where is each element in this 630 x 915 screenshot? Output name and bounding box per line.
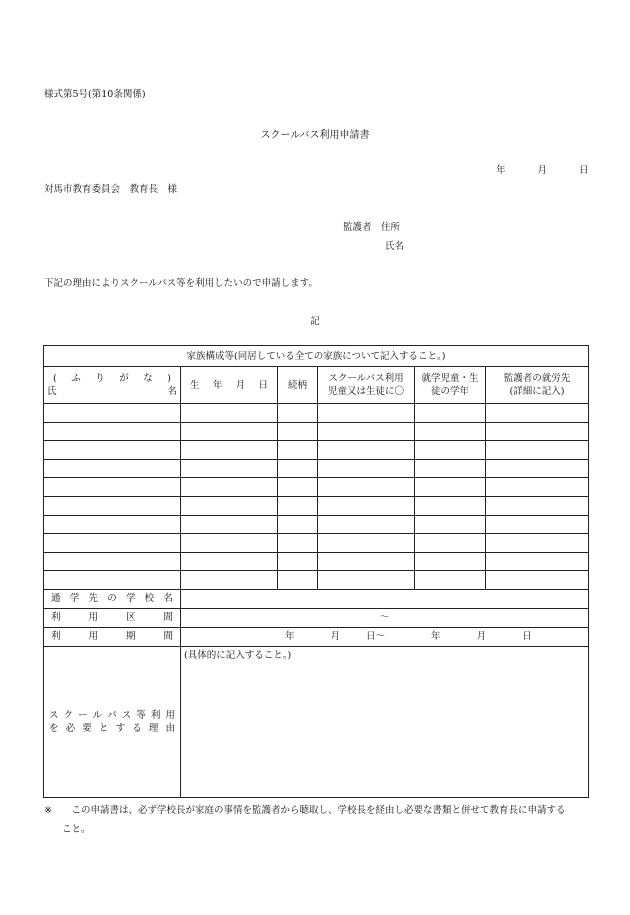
family-cell[interactable] [415,404,486,423]
label-char: バ [107,709,117,721]
family-cell[interactable] [181,422,278,441]
label-char: 学 [125,593,136,605]
guardian-name-label: 氏名 [385,241,405,252]
family-cell[interactable] [486,441,589,460]
family-row [44,459,589,478]
family-cell[interactable] [278,552,318,571]
birthdate-header [181,367,278,404]
reason-note: (具体的に記入すること。) [184,649,292,661]
family-cell[interactable] [486,571,589,590]
family-cell[interactable] [486,515,589,534]
family-cell[interactable] [415,478,486,497]
family-cell[interactable] [181,478,278,497]
label-char: ( [53,373,57,384]
ki-heading: 記 [310,316,320,327]
label-char: 用 [88,631,98,643]
family-row [44,478,589,497]
family-cell[interactable] [415,496,486,515]
label-char: 利 [150,709,161,721]
family-cell[interactable] [44,534,181,553]
furigana-label [47,372,177,385]
label-char: 区 [125,612,136,624]
family-cell[interactable] [44,422,181,441]
family-header: 家族構成等(同居している全ての家族について記入すること。) [44,346,589,367]
label-char: 間 [163,612,173,624]
label-char: ル [92,709,103,721]
label-char: ス [49,709,59,721]
family-row [44,404,589,423]
family-cell[interactable] [44,515,181,534]
label-char: ス [121,709,132,721]
period-start-year: 年 [285,631,295,643]
label-char: 利 [51,631,61,643]
family-cell[interactable] [318,496,415,515]
family-row [44,496,589,515]
label-char: ふ [71,373,81,384]
family-cell[interactable] [318,404,415,423]
school-name-label [44,589,181,608]
family-cell[interactable] [181,459,278,478]
family-cell[interactable] [44,441,181,460]
family-cell[interactable] [44,496,181,515]
label-char: 要 [82,722,92,734]
family-cell[interactable] [318,422,415,441]
family-cell[interactable] [318,478,415,497]
family-cell[interactable] [181,496,278,515]
family-row [44,422,589,441]
name-label [47,385,177,398]
family-cell[interactable] [278,459,318,478]
family-cell[interactable] [318,552,415,571]
label-char: 氏 [47,386,57,397]
label-char: 通 [51,593,61,605]
family-cell[interactable] [486,534,589,553]
family-row [44,534,589,553]
label-char: 学 [69,593,80,605]
family-cell[interactable] [486,422,589,441]
family-cell[interactable] [44,552,181,571]
label-char: が [119,373,129,384]
label-char: と [98,722,109,734]
family-row [44,571,589,590]
family-cell[interactable] [181,571,278,590]
family-cell[interactable] [44,571,181,590]
family-cell[interactable] [415,571,486,590]
application-table [43,345,589,798]
period-start-month: 月 [330,631,341,643]
label-char: を [49,722,59,734]
label-char: 利 [51,612,61,624]
label-char: 理 [148,722,159,734]
label-char: 先 [88,593,98,605]
family-cell[interactable] [415,422,486,441]
label-char: 名 [167,386,177,397]
guardian-label: 監護者 [343,222,372,233]
date-month-label: 月 [537,165,548,176]
label-char: 名 [163,593,173,605]
label-char: 必 [65,722,76,734]
period-end-day: 日 [522,631,532,643]
usage-section-label [44,608,181,627]
usage-period-row [44,627,589,646]
reason-row [44,646,589,797]
bus-user-header: スクールバス利用 児童又は生徒に〇 [318,367,415,404]
label-char: ) [167,373,171,384]
usage-section-field[interactable]: ～ [181,608,589,627]
form-number: 様式第5号(第10条関係) [44,89,146,100]
usage-section-row [44,608,589,627]
form-title: スクールバス利用申請書 [260,130,370,141]
family-cell[interactable] [318,571,415,590]
addressee: 対馬市教育委員会 教育長 様 [44,184,178,195]
relation-header: 続柄 [278,367,318,404]
label-char: 用 [88,612,98,624]
footnote-line1: この申請書は、必ず学校長が家庭の事情を監護者から聴取し、学校長を経由し必要な書類と併せて教育長に申請する [71,805,566,816]
family-cell[interactable] [278,534,318,553]
family-header-row [44,346,589,367]
family-cell[interactable] [44,404,181,423]
label-char: ー [78,709,88,721]
usage-period-label [44,627,181,646]
guardian-block [343,218,404,256]
guardian-address-label: 住所 [381,222,401,233]
date-day-label: 日 [579,165,589,176]
family-cell[interactable] [278,441,318,460]
usage-period-field[interactable] [181,627,589,646]
family-cell[interactable] [181,515,278,534]
label-char: り [95,373,105,384]
family-cell[interactable] [44,478,181,497]
family-row [44,441,589,460]
workplace-header: 監護者の就労先 (詳細に記入) [486,367,589,404]
family-cell[interactable] [415,515,486,534]
family-row [44,515,589,534]
family-cell[interactable] [415,552,486,571]
reason-label [44,646,181,797]
family-cell[interactable] [318,534,415,553]
family-cell[interactable] [278,404,318,423]
intro-text: 下記の理由によりスクールバス等を利用したいので申請します。 [44,278,318,289]
name-header [44,367,181,404]
family-cell[interactable] [486,404,589,423]
family-cell[interactable] [415,459,486,478]
school-year-header: 就学児童・生 徒の学年 [415,367,486,404]
family-cell[interactable] [415,441,486,460]
family-cell[interactable] [486,459,589,478]
school-name-row [44,589,589,608]
period-end-year: 年 [431,631,441,643]
label-char: 間 [163,631,173,643]
family-rows [44,404,589,590]
footnote [44,801,592,839]
family-cell[interactable] [278,496,318,515]
family-cell[interactable] [181,441,278,460]
label-char: 生 [190,379,200,391]
family-cell[interactable] [278,478,318,497]
family-cell[interactable] [278,515,318,534]
label-char: 日 [258,379,268,391]
footnote-mark: ※ [44,805,52,816]
family-cell[interactable] [486,478,589,497]
label-char: 月 [235,379,246,391]
family-cell[interactable] [318,459,415,478]
label-char: の [107,593,117,605]
label-char: 等 [136,709,146,721]
label-char: 用 [165,709,175,721]
label-char: 由 [165,722,175,734]
period-start-day: 日～ [366,631,386,643]
label-char: 年 [212,379,223,391]
family-cell[interactable] [486,496,589,515]
label-char: る [132,722,142,734]
reason-field[interactable] [181,646,589,797]
label-char: 期 [125,631,136,643]
column-header-row [44,367,589,404]
family-cell[interactable] [318,515,415,534]
family-row [44,552,589,571]
family-cell[interactable] [318,441,415,460]
family-cell[interactable] [181,404,278,423]
label-char: す [115,722,126,734]
family-cell[interactable] [181,534,278,553]
footnote-line2: こと。 [62,824,91,835]
school-name-field[interactable] [181,589,589,608]
family-cell[interactable] [486,552,589,571]
date-year-label: 年 [496,165,506,176]
label-char: ク [63,709,74,721]
label-char: 校 [144,593,155,605]
family-cell[interactable] [415,534,486,553]
family-cell[interactable] [278,571,318,590]
family-cell[interactable] [181,552,278,571]
period-end-month: 月 [476,631,487,643]
date-line [496,162,589,176]
family-cell[interactable] [278,422,318,441]
label-char: な [143,373,153,384]
family-cell[interactable] [44,459,181,478]
